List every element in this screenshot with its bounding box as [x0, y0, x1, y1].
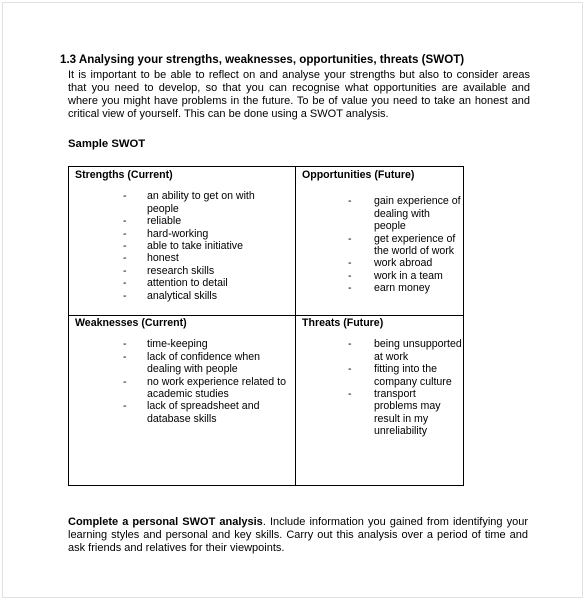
list-item — [302, 388, 462, 438]
bullet-dash: - — [348, 338, 352, 351]
intro-paragraph — [68, 69, 530, 121]
list-item-text: gain experience of dealing with people — [374, 195, 461, 233]
bullet-dash: - — [123, 252, 127, 265]
bullet-dash: - — [348, 257, 352, 270]
intro-line: where you might have problems in the future. To be of value you need to take an honest and — [68, 95, 530, 107]
list-item — [75, 228, 289, 240]
list-item-text: an ability to get on with people — [147, 190, 255, 215]
list-item — [302, 233, 462, 258]
bullet-dash: - — [348, 282, 352, 295]
list-item-text: get experience of the world of work — [374, 232, 456, 258]
table-divider-horizontal — [69, 315, 463, 316]
bullet-dash: - — [123, 289, 127, 302]
list-item — [302, 338, 462, 363]
instruction-paragraph — [68, 516, 528, 555]
list-item — [75, 240, 289, 252]
intro-line: critical view of yourself. This can be done using a SWOT analysis. — [68, 108, 389, 120]
list-item — [75, 338, 289, 350]
list-item — [302, 257, 462, 269]
opportunities-list — [302, 195, 462, 294]
weaknesses-list — [75, 338, 289, 425]
bullet-dash: - — [123, 240, 127, 253]
list-item-text: transport problems may result in my unreliability — [374, 388, 441, 438]
bullet-dash: - — [123, 338, 127, 351]
list-item-text: work abroad — [374, 257, 433, 270]
list-item — [302, 363, 462, 388]
list-item — [75, 265, 289, 277]
table-divider-vertical — [295, 167, 296, 485]
bullet-dash: - — [123, 215, 127, 228]
threats-cell — [302, 317, 462, 438]
weaknesses-title: Weaknesses (Current) — [75, 317, 187, 329]
intro-line: It is important to be able to reflect on and analyse your strengths but also to consider areas — [68, 69, 530, 81]
bullet-dash: - — [123, 400, 127, 413]
list-item — [75, 351, 289, 376]
list-item-text: research skills — [147, 264, 215, 277]
intro-line: that you need to develop, so that you can recognise what opportunities are available and — [68, 82, 530, 94]
list-item — [75, 400, 289, 425]
strengths-list — [75, 190, 289, 302]
bullet-dash: - — [348, 232, 352, 245]
opportunities-cell — [302, 169, 462, 295]
swot-table — [68, 166, 464, 486]
list-item — [302, 270, 462, 282]
bullet-dash: - — [123, 350, 127, 363]
list-item-text: time-keeping — [147, 338, 208, 351]
footer-line — [68, 516, 528, 529]
list-item-text: work in a team — [374, 269, 443, 282]
list-item-text: reliable — [147, 215, 182, 228]
list-item-text: no work experience related to academic studies — [147, 375, 286, 401]
list-item — [75, 215, 289, 227]
footer-line: ask friends and relatives for their viewpoints. — [68, 542, 285, 554]
footer-bold-lead: Complete a personal SWOT analysis — [68, 516, 263, 528]
bullet-dash: - — [123, 375, 127, 388]
list-item-text: analytical skills — [147, 289, 218, 302]
bullet-dash: - — [348, 195, 352, 208]
weaknesses-cell — [75, 317, 289, 425]
strengths-title: Strengths (Current) — [75, 169, 173, 181]
threats-list — [302, 338, 462, 437]
sample-swot-label: Sample SWOT — [68, 138, 146, 150]
list-item-text: honest — [147, 252, 179, 265]
list-item-text: attention to detail — [147, 277, 228, 290]
list-item-text: earn money — [374, 282, 430, 295]
section-heading: 1.3 Analysing your strengths, weaknesses, opportunities, threats (SWOT) — [60, 53, 465, 66]
bullet-dash: - — [348, 388, 352, 401]
list-item-text: lack of spreadsheet and database skills — [147, 400, 260, 425]
list-item-text: fitting into the company culture — [374, 363, 452, 388]
threats-title: Threats (Future) — [302, 317, 384, 329]
bullet-dash: - — [348, 269, 352, 282]
bullet-dash: - — [123, 227, 127, 240]
list-item — [75, 252, 289, 264]
opportunities-title: Opportunities (Future) — [302, 169, 415, 181]
list-item — [75, 290, 289, 302]
list-item-text: lack of confidence when dealing with people — [147, 350, 261, 376]
bullet-dash: - — [348, 363, 352, 376]
list-item — [75, 190, 289, 215]
list-item-text: able to take initiative — [147, 240, 243, 253]
bullet-dash: - — [123, 277, 127, 290]
list-item-text: being unsupported at work — [374, 338, 462, 363]
list-item-text: hard-working — [147, 227, 209, 240]
footer-line-rest: . Include information you gained from identifying your — [262, 516, 528, 528]
bullet-dash: - — [123, 190, 127, 203]
strengths-cell — [75, 169, 289, 302]
list-item — [75, 376, 289, 401]
list-item — [75, 277, 289, 289]
list-item — [302, 282, 462, 294]
footer-line: learning styles and personal and key skills. Carry out this analysis over a period of time and — [68, 529, 528, 541]
list-item — [302, 195, 462, 232]
bullet-dash: - — [123, 264, 127, 277]
